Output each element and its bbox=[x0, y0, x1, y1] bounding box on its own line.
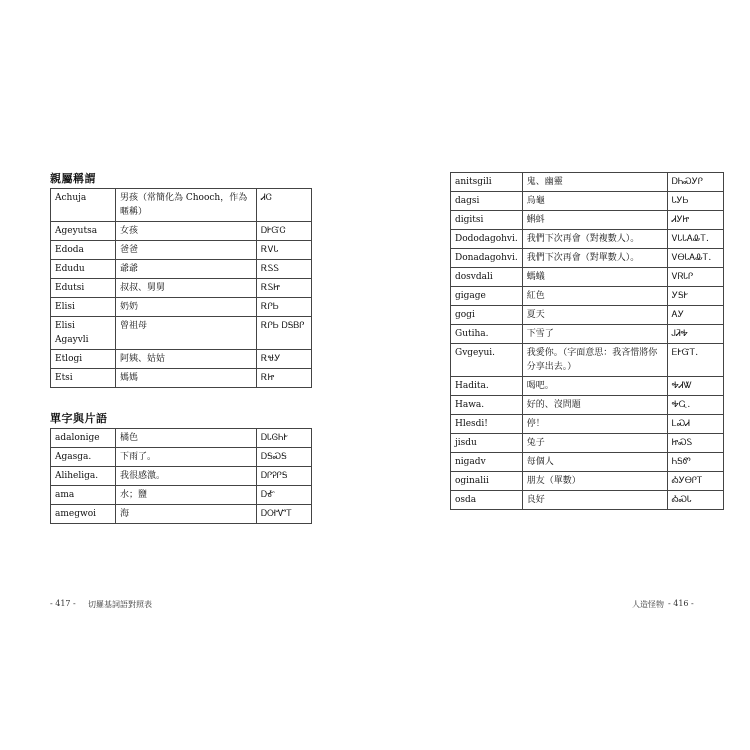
english-term: anitsgili bbox=[451, 173, 523, 192]
cherokee-syllabary: ᎣᏍᏓ bbox=[667, 491, 723, 510]
right-footer-page-number: - 416 - bbox=[668, 599, 694, 608]
cherokee-syllabary: ᏞᏍᏗ bbox=[667, 415, 723, 434]
cherokee-syllabary: ᎠᎺᏉᎢ bbox=[257, 505, 312, 524]
table-row bbox=[451, 344, 724, 377]
english-term: jisdu bbox=[451, 434, 523, 453]
table-row bbox=[51, 448, 312, 467]
table-row bbox=[451, 249, 724, 268]
table-row bbox=[51, 260, 312, 279]
english-term: Edudu bbox=[51, 260, 116, 279]
chinese-gloss: 媽媽 bbox=[116, 369, 257, 388]
chinese-gloss: 下雪了 bbox=[522, 325, 667, 344]
cherokee-syllabary: ᎠᎨᏳᏣ bbox=[257, 222, 312, 241]
table-row bbox=[51, 298, 312, 317]
left-footer-title: 切羅基詞語對照表 bbox=[88, 600, 152, 609]
cherokee-syllabary: ᎪᎩ bbox=[667, 306, 723, 325]
cherokee-syllabary: ᎭᏩ. bbox=[667, 396, 723, 415]
english-term: Agasga. bbox=[51, 448, 116, 467]
cherokee-syllabary: ᎡᏙᏓ bbox=[257, 241, 312, 260]
english-term: Hlesdi! bbox=[451, 415, 523, 434]
table-row bbox=[451, 434, 724, 453]
english-term: Etlogi bbox=[51, 350, 116, 369]
chinese-gloss: 每個人 bbox=[522, 453, 667, 472]
table-row bbox=[451, 472, 724, 491]
table-row bbox=[451, 287, 724, 306]
table-row bbox=[51, 505, 312, 524]
chinese-gloss: 良好 bbox=[522, 491, 667, 510]
chinese-gloss: 橘色 bbox=[116, 429, 257, 448]
table-row bbox=[51, 279, 312, 298]
table-row bbox=[51, 467, 312, 486]
english-term: gigage bbox=[451, 287, 523, 306]
table-row bbox=[451, 173, 724, 192]
chinese-gloss: 水；鹽 bbox=[116, 486, 257, 505]
table-row bbox=[51, 317, 312, 350]
table-row bbox=[51, 222, 312, 241]
cherokee-syllabary: ᎡᎵᏏ ᎠᎦᏴᎵ bbox=[257, 317, 312, 350]
chinese-gloss: 鬼、幽靈 bbox=[522, 173, 667, 192]
english-term: Ageyutsa bbox=[51, 222, 116, 241]
table-row bbox=[451, 211, 724, 230]
chinese-gloss: 爸爸 bbox=[116, 241, 257, 260]
english-term: Elisi bbox=[51, 298, 116, 317]
right-footer-title: 人造怪物 bbox=[632, 600, 664, 609]
chinese-gloss: 曾祖母 bbox=[116, 317, 257, 350]
chinese-gloss: 喝吧。 bbox=[522, 377, 667, 396]
chinese-gloss: 兔子 bbox=[522, 434, 667, 453]
cherokee-syllabary: ᎠᎵᎮᎵᎦ bbox=[257, 467, 312, 486]
chinese-gloss: 夏天 bbox=[522, 306, 667, 325]
chinese-gloss: 爺爺 bbox=[116, 260, 257, 279]
cherokee-syllabary: ᎭᏗᏔ bbox=[667, 377, 723, 396]
cherokee-syllabary: ᏓᎩᏏ bbox=[667, 192, 723, 211]
english-term: nigadv bbox=[451, 453, 523, 472]
chinese-gloss: 蝌蚪 bbox=[522, 211, 667, 230]
cherokee-syllabary: ᎡᏠᎩ bbox=[257, 350, 312, 369]
english-term: Aliheliga. bbox=[51, 467, 116, 486]
cherokee-syllabary: ᏂᎦᏛ bbox=[667, 453, 723, 472]
english-term: Dododagohvi. bbox=[451, 230, 523, 249]
english-term: Gvgeyui. bbox=[451, 344, 523, 377]
chinese-gloss: 海 bbox=[116, 505, 257, 524]
english-term: Achuja bbox=[51, 189, 116, 222]
table-row bbox=[451, 396, 724, 415]
table-row bbox=[451, 377, 724, 396]
left-footer-page-number: - 417 - bbox=[50, 599, 76, 608]
english-term: gogi bbox=[451, 306, 523, 325]
english-term: oginalii bbox=[451, 472, 523, 491]
table-row bbox=[51, 486, 312, 505]
chinese-gloss: 螞蟻 bbox=[522, 268, 667, 287]
english-term: dagsi bbox=[451, 192, 523, 211]
chinese-gloss: 叔叔、舅舅 bbox=[116, 279, 257, 298]
table-row bbox=[451, 453, 724, 472]
cherokee-syllabary: ᎣᎩᎾᎵᎢ bbox=[667, 472, 723, 491]
cherokee-syllabary: ᎡᎵᏏ bbox=[257, 298, 312, 317]
table-row bbox=[51, 429, 312, 448]
chinese-gloss: 阿姨、姑姑 bbox=[116, 350, 257, 369]
table-row bbox=[451, 230, 724, 249]
chinese-gloss: 我們下次再會（對單數人）。 bbox=[522, 249, 667, 268]
kinship-section-title: 親屬稱謂 bbox=[50, 172, 96, 185]
cherokee-syllabary: ᎡᏚᏥ bbox=[257, 279, 312, 298]
cherokee-syllabary: ᎡᏚᏚ bbox=[257, 260, 312, 279]
cherokee-syllabary: ᎠᎹ bbox=[257, 486, 312, 505]
english-term: adalonige bbox=[51, 429, 116, 448]
chinese-gloss: 紅色 bbox=[522, 287, 667, 306]
table-row bbox=[451, 491, 724, 510]
english-term: ama bbox=[51, 486, 116, 505]
cherokee-syllabary: ᎬᎨᏳᎢ. bbox=[667, 344, 723, 377]
english-term: Donadagohvi. bbox=[451, 249, 523, 268]
cherokee-syllabary: ᎠᏓᎶᏂᎨ bbox=[257, 429, 312, 448]
english-term: Edutsi bbox=[51, 279, 116, 298]
words-table bbox=[50, 428, 312, 524]
cherokee-syllabary: ᏙᏓᏓᎪᎲᎢ. bbox=[667, 230, 723, 249]
chinese-gloss: 好的、沒問題 bbox=[522, 396, 667, 415]
table-row bbox=[51, 369, 312, 388]
table-row bbox=[451, 415, 724, 434]
english-term: Etsi bbox=[51, 369, 116, 388]
chinese-gloss: 朋友（單數） bbox=[522, 472, 667, 491]
chinese-gloss: 奶奶 bbox=[116, 298, 257, 317]
right-page bbox=[375, 0, 750, 750]
words-section-title: 單字與片語 bbox=[50, 412, 108, 425]
cherokee-syllabary: ᎩᎦᎨ bbox=[667, 287, 723, 306]
english-term: Elisi Agayvli bbox=[51, 317, 116, 350]
chinese-gloss: 烏龜 bbox=[522, 192, 667, 211]
table-row bbox=[451, 268, 724, 287]
cherokee-syllabary: ᎠᎦᏍᎦ bbox=[257, 448, 312, 467]
cherokee-syllabary: ᏙᏒᏓᎵ bbox=[667, 268, 723, 287]
table-row bbox=[51, 189, 312, 222]
cherokee-syllabary: ᎡᏥ bbox=[257, 369, 312, 388]
english-term: Gutiha. bbox=[451, 325, 523, 344]
table-row bbox=[51, 241, 312, 260]
table-row bbox=[451, 306, 724, 325]
cherokee-syllabary: ᏥᏍᏚ bbox=[667, 434, 723, 453]
english-term: osda bbox=[451, 491, 523, 510]
english-term: Hawa. bbox=[451, 396, 523, 415]
cherokee-syllabary: ᏙᎾᏓᎪᎲᎢ. bbox=[667, 249, 723, 268]
chinese-gloss: 我很感激。 bbox=[116, 467, 257, 486]
chinese-gloss: 女孩 bbox=[116, 222, 257, 241]
chinese-gloss: 停！ bbox=[522, 415, 667, 434]
english-term: amegwoi bbox=[51, 505, 116, 524]
chinese-gloss: 男孩（常簡化為 Chooch，作為暱稱） bbox=[116, 189, 257, 222]
cherokee-syllabary: ᎫᏘᎭ bbox=[667, 325, 723, 344]
english-term: digitsi bbox=[451, 211, 523, 230]
cherokee-syllabary: ᎠᏂᏍᎩᎵ bbox=[667, 173, 723, 192]
kinship-table bbox=[50, 188, 312, 388]
english-term: Edoda bbox=[51, 241, 116, 260]
english-term: dosvdali bbox=[451, 268, 523, 287]
cherokee-syllabary: ᏗᎩᏥ bbox=[667, 211, 723, 230]
english-term: Hadita. bbox=[451, 377, 523, 396]
table-row bbox=[51, 350, 312, 369]
cherokee-syllabary: ᏗᏣ bbox=[257, 189, 312, 222]
chinese-gloss: 我們下次再會（對複數人）。 bbox=[522, 230, 667, 249]
chinese-gloss: 下雨了。 bbox=[116, 448, 257, 467]
chinese-gloss: 我愛你。（字面意思：我吝惜將你分享出去。） bbox=[522, 344, 667, 377]
table-row bbox=[451, 192, 724, 211]
words-table-continued bbox=[450, 172, 724, 510]
table-row bbox=[451, 325, 724, 344]
